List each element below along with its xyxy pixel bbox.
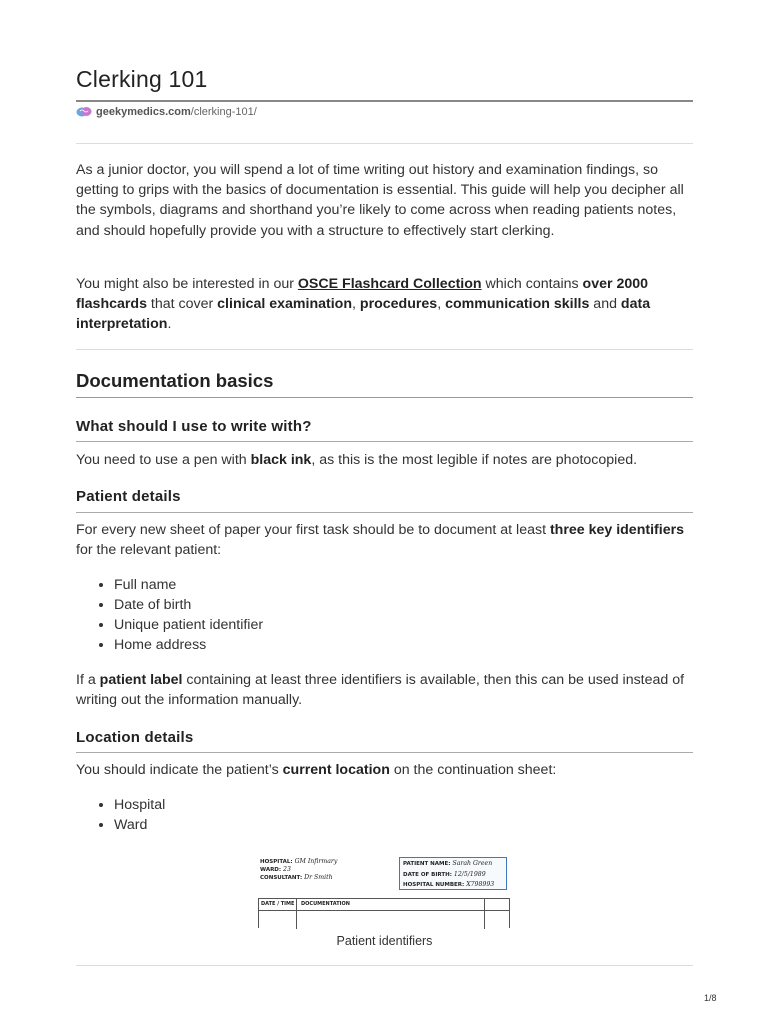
heading-divider [76, 512, 693, 513]
name-label: PATIENT NAME: [403, 861, 451, 867]
ward-label: WARD: [260, 867, 282, 874]
osce-flashcard-link[interactable]: OSCE Flashcard Collection [297, 276, 482, 292]
divider [76, 143, 693, 144]
list-item: • Hospital [114, 795, 165, 815]
title-divider [76, 100, 693, 102]
bold-text: procedures [359, 296, 438, 313]
source-url[interactable] [76, 106, 257, 118]
column-divider [484, 899, 485, 929]
flashcard-paragraph [76, 274, 693, 335]
dob-label: DATE OF BIRTH: [403, 871, 452, 878]
consultant-value: Dr Smith [304, 874, 333, 882]
bold-text: patient label [99, 672, 183, 688]
location-block [260, 858, 337, 883]
list-item: • Full name [114, 575, 263, 595]
bold-text: data interpretation [76, 296, 651, 333]
identifier-list [76, 575, 263, 655]
hospital-value: GM Infirmary [294, 858, 338, 865]
text: that cover [146, 296, 218, 313]
hospital-label: HOSPITAL: [260, 859, 293, 865]
text: You might also be interested in our [76, 276, 298, 292]
heading-divider [76, 752, 693, 753]
source-path: /clerking-101/ [190, 106, 257, 118]
page-number: 1/8 [704, 993, 717, 1003]
ward-value: 23 [283, 866, 291, 874]
patient-paragraph [76, 520, 693, 560]
text: containing at least three identifiers is available, then this can be used instead of writing out the information manually. [76, 672, 685, 709]
date-time-column: DATE / TIME [261, 901, 295, 907]
location-list [76, 795, 165, 835]
page-title: Clerking 101 [76, 66, 208, 92]
consultant-label: CONSULTANT: [260, 875, 303, 882]
list-item: • Home address [114, 635, 263, 655]
dob-value: 12/5/1989 [453, 870, 486, 878]
text: You need to use a pen with [76, 452, 251, 468]
patient-identifiers-figure [260, 854, 512, 928]
heading-divider [76, 397, 693, 398]
number-label: HOSPITAL NUMBER: [403, 882, 465, 888]
figure-caption: Patient identifiers [336, 934, 433, 948]
bold-text: clinical examination [217, 296, 353, 313]
divider [76, 349, 693, 350]
text: , as this is the most legible if notes are photocopied. [311, 452, 638, 468]
bold-text: communication skills [445, 296, 590, 313]
text: , [352, 296, 360, 313]
number-value: X798993 [466, 881, 495, 888]
text: for the relevant patient: [76, 542, 222, 559]
heading-divider [76, 441, 693, 442]
section-heading: Documentation basics [76, 370, 274, 391]
subheading-write: What should I use to write with? [76, 418, 312, 435]
text: , [437, 296, 446, 313]
text: If a [76, 672, 100, 688]
subheading-patient: Patient details [76, 488, 181, 505]
divider [76, 965, 693, 966]
column-divider [296, 899, 297, 929]
bold-text: current location [282, 762, 390, 778]
intro-paragraph: As a junior doctor, you will spend a lot of time writing out history and examination findings, so getting to grips with the basics of documentation is essential. This guide will help you decipher all the symbols, diagrams and shorthand you’re likely to come across when reading patients notes, and should hopefully provide you with a structure to effectively start clerking. [76, 162, 684, 239]
bold-text: over 2000 flashcards [76, 276, 649, 313]
text: and [589, 296, 621, 313]
location-paragraph [76, 760, 693, 780]
patient-label-box [399, 857, 507, 890]
list-item: • Date of birth [114, 595, 263, 615]
subheading-location: Location details [76, 729, 194, 746]
name-value: Sarah Green [452, 860, 493, 867]
list-item: • Unique patient identifier [114, 615, 263, 635]
continuation-sheet [258, 898, 510, 928]
text: which contains [481, 276, 583, 292]
list-item: • Ward [114, 815, 165, 835]
bold-text: black ink [250, 452, 312, 468]
documentation-column: DOCUMENTATION [301, 901, 350, 907]
source-domain: geekymedics.com [96, 106, 191, 118]
write-paragraph [76, 450, 693, 470]
text: on the continuation sheet: [389, 762, 557, 778]
label-paragraph [76, 670, 693, 710]
brain-logo-icon [76, 106, 92, 118]
text: For every new sheet of paper your first task should be to document at least [76, 522, 550, 538]
text: You should indicate the patient’s [76, 762, 283, 778]
text: . [167, 316, 172, 333]
bold-text: three key identifiers [549, 522, 685, 538]
